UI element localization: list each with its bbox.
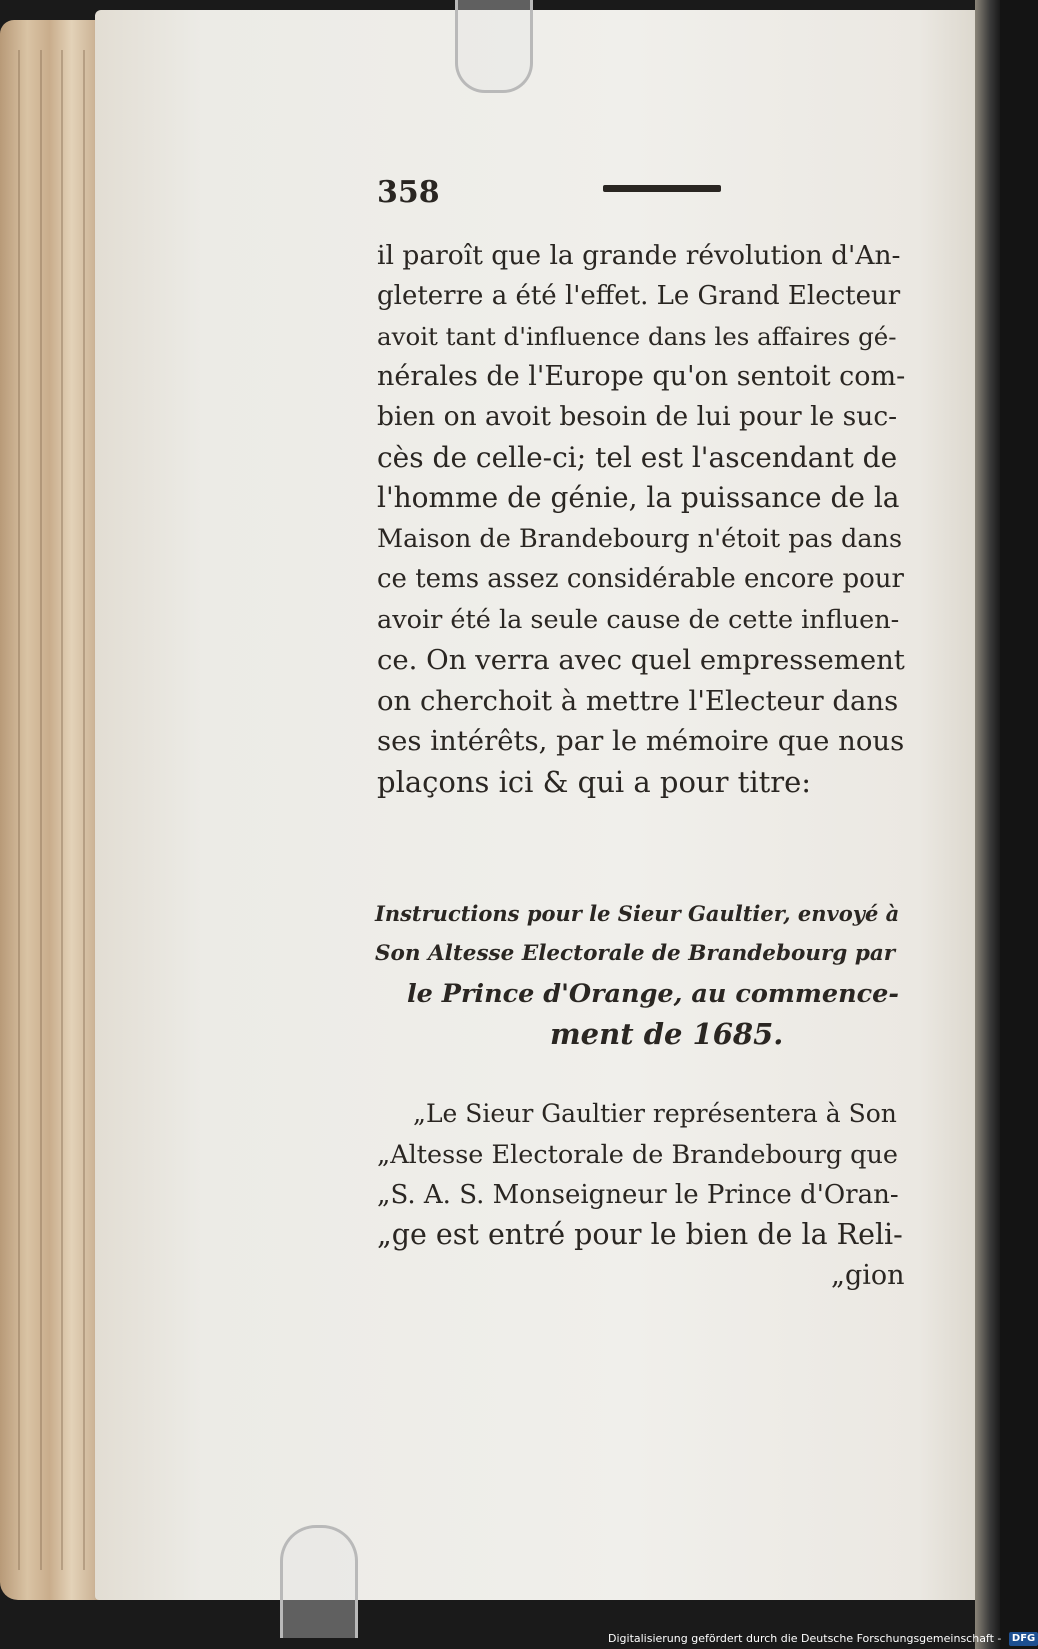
header-rule [603,185,721,192]
quote-line: „Altesse Electorale de Brandebourg que [377,1140,899,1170]
text-line: ce tems assez considérable encore pour [377,564,904,594]
quote-line: „Le Sieur Gaultier représentera à Son [413,1099,897,1128]
text-line: plaçons ici & qui a pour titre: [377,765,812,799]
page-clip-bottom [280,1525,358,1638]
text-line: Maison de Brandebourg n'étoit pas dans [377,524,903,554]
page-clip-top [455,0,533,93]
text-line: on cherchoit à mettre l'Electeur dans [377,685,899,717]
dfg-logo: DFG [1009,1632,1038,1646]
text-line: avoit tant d'influence dans les affaires gé- [377,322,897,351]
title-line: Instructions pour le Sieur Gaultier, envoyé à [375,901,900,926]
text-line: cès de celle-ci; tel est l'ascendant de [377,441,898,474]
text-line: il paroît que la grande révolution d'An- [377,240,901,271]
gutter-shadow [975,0,1000,1649]
quote-line: „ge est entré pour le bien de la Reli- [377,1218,903,1251]
credit-text: Digitalisierung gefördert durch die Deutsche Forschungsgemeinschaft - [608,1632,1002,1645]
text-line: gleterre a été l'effet. Le Grand Electeur [377,281,901,311]
text-line: avoir été la seule cause de cette influen- [377,605,900,635]
title-line: ment de 1685. [550,1017,784,1051]
quote-line: „gion [831,1260,905,1291]
text-line: ses intérêts, par le mémoire que nous [377,725,905,757]
title-line: Son Altesse Electorale de Brandebourg par [375,941,896,966]
text-line: nérales de l'Europe qu'on sentoit com- [377,361,906,392]
title-line: le Prince d'Orange, au commence- [407,979,899,1009]
page-block-edge [0,20,110,1600]
text-line: l'homme de génie, la puissance de la [377,481,900,514]
digitization-credit [608,1629,1038,1649]
page-number: 358 [377,175,440,210]
quote-line: „S. A. S. Monseigneur le Prince d'Oran- [377,1180,899,1210]
text-line: bien on avoit besoin de lui pour le suc- [377,401,898,432]
text-line: ce. On verra avec quel empressement [377,644,905,676]
